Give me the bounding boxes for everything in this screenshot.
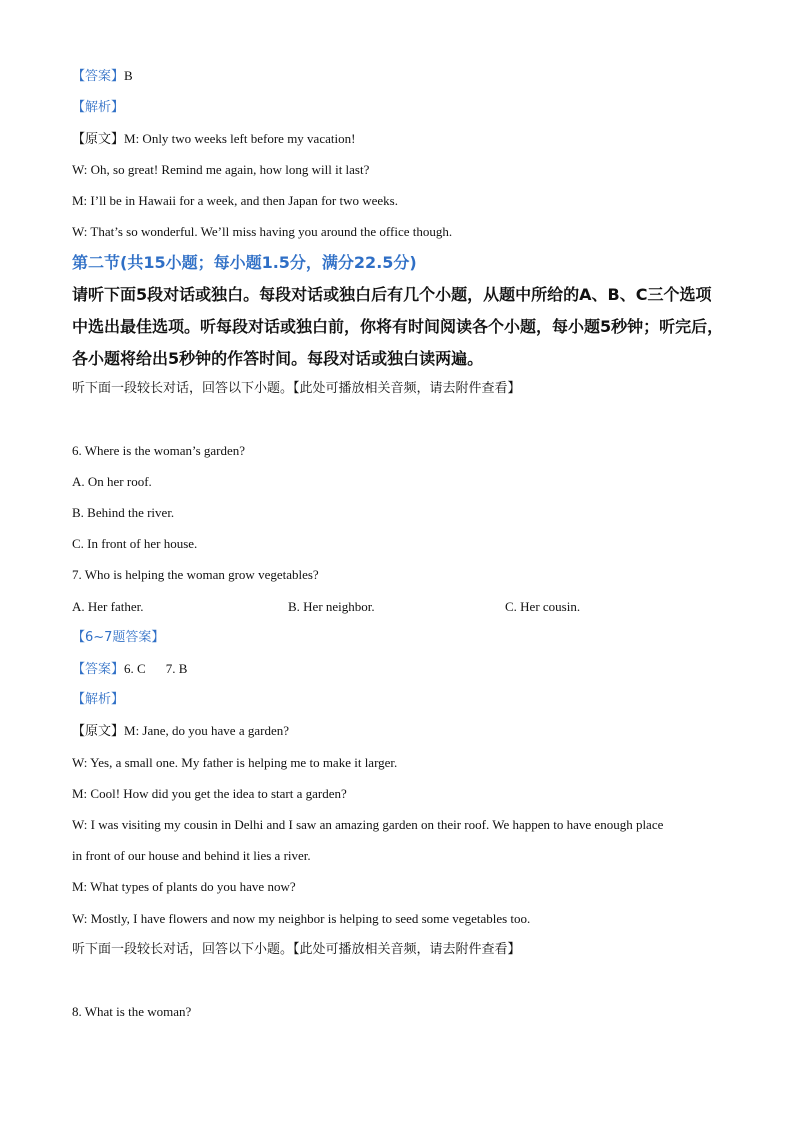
question-8: 8. What is the woman? (72, 1004, 192, 1019)
dialogue-line: M: I’ll be in Hawaii for a week, and then Japan for two weeks. (72, 193, 398, 208)
script-tag: 【原文】 (72, 132, 125, 147)
section-title: 第二节(共15小题；每小题1.5分，满分22.5分) (72, 253, 417, 272)
answer-6: 6. C (124, 661, 146, 676)
question-6: 6. Where is the woman’s garden? (72, 443, 246, 458)
dialogue-line: W: I was visiting my cousin in Delhi and I saw an amazing garden on their roof. We happen to have enough place (72, 817, 664, 832)
script-line (72, 131, 355, 148)
section-instruction: 请听下面5段对话或独白。每段对话或独白后有几个小题，从题中所给的A、B、C三个选项 (72, 285, 712, 304)
script-tag: 【原文】 (72, 724, 125, 739)
answer-line (72, 68, 133, 85)
option-7c: C. Her cousin. (505, 599, 581, 614)
analysis-tag: 【解析】 (72, 100, 125, 115)
dialogue-line: in front of our house and behind it lies a river. (72, 848, 311, 863)
question-7: 7. Who is helping the woman grow vegetables? (72, 567, 319, 582)
listen-prompt: 听下面一段较长对话，回答以下小题。【此处可播放相关音频，请去附件查看】 (72, 381, 521, 396)
script-line (72, 723, 289, 740)
dialogue-line: M: What types of plants do you have now? (72, 879, 296, 894)
listen-prompt: 听下面一段较长对话，回答以下小题。【此处可播放相关音频，请去附件查看】 (72, 942, 521, 957)
dialogue-line: M: Jane, do you have a garden? (124, 723, 289, 738)
dialogue-line: M: Only two weeks left before my vacation! (124, 131, 356, 146)
section-instruction: 各小题将给出5秒钟的作答时间。每段对话或独白读两遍。 (72, 349, 484, 368)
option-7b: B. Her neighbor. (288, 599, 375, 614)
answer-tag: 【答案】 (72, 69, 125, 84)
option-6b: B. Behind the river. (72, 505, 175, 520)
answer-line (72, 661, 187, 678)
option-6a: A. On her roof. (72, 474, 152, 489)
answer-value: B (124, 68, 133, 83)
dialogue-line: M: Cool! How did you get the idea to start a garden? (72, 786, 347, 801)
dialogue-line: W: Yes, a small one. My father is helping me to make it larger. (72, 755, 398, 770)
dialogue-line: W: That’s so wonderful. We’ll miss having you around the office though. (72, 224, 453, 239)
dialogue-line: W: Mostly, I have flowers and now my neighbor is helping to seed some vegetables too. (72, 911, 531, 926)
answer-tag: 【答案】 (72, 662, 125, 677)
analysis-tag: 【解析】 (72, 692, 125, 707)
option-6c: C. In front of her house. (72, 536, 198, 551)
group-tag: 【6~7题答案】 (72, 630, 165, 645)
answer-7: 7. B (165, 661, 188, 676)
dialogue-line: W: Oh, so great! Remind me again, how long will it last? (72, 162, 370, 177)
option-7a: A. Her father. (72, 599, 144, 614)
section-instruction: 中选出最佳选项。听每段对话或独白前，你将有时间阅读各个小题，每小题5秒钟；听完后， (72, 317, 724, 336)
